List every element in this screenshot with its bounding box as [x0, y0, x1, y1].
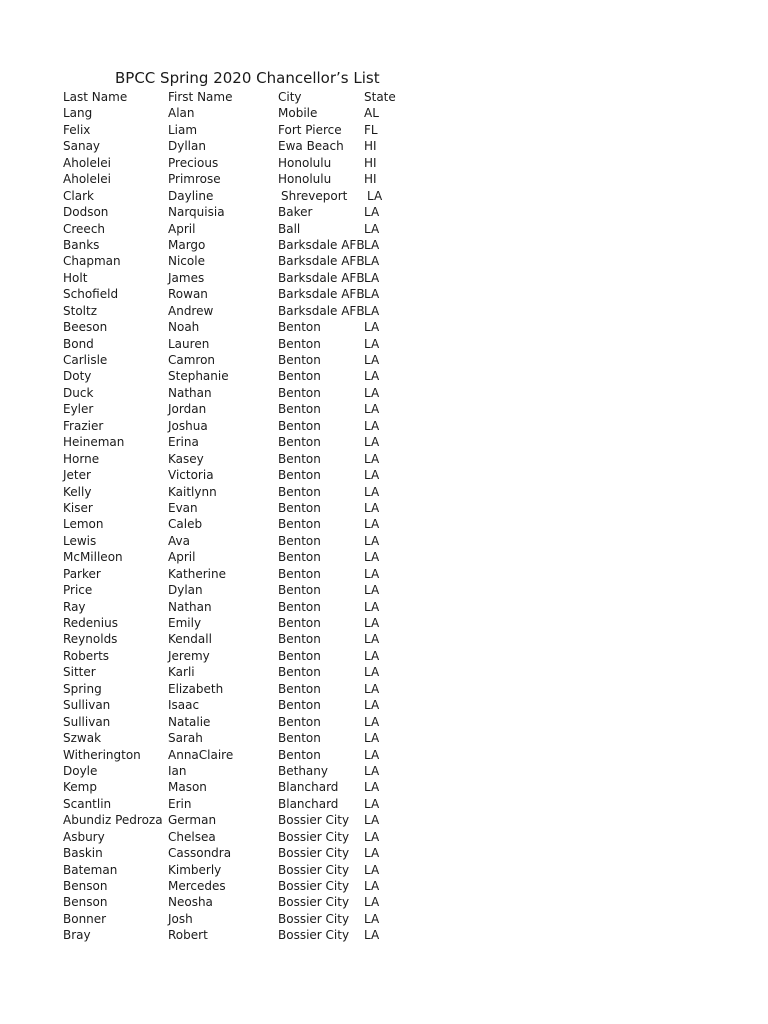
cell-state: LA: [364, 402, 380, 417]
cell-last-name: Doty: [63, 369, 92, 384]
cell-last-name: Schofield: [63, 287, 119, 302]
cell-last-name: Eyler: [63, 402, 94, 417]
cell-state: LA: [364, 353, 380, 367]
cell-last-name: Duck: [63, 385, 94, 400]
cell-first-name: Emily: [168, 616, 202, 630]
table-row: [63, 911, 407, 927]
cell-first-name: Chelsea: [168, 829, 216, 844]
cell-state: LA: [364, 254, 380, 269]
cell-state: LA: [367, 188, 383, 203]
column-header-first-name: First Name: [168, 90, 233, 104]
cell-state: LA: [364, 681, 380, 696]
cell-state: HI: [364, 139, 377, 154]
cell-city: Honolulu: [278, 155, 332, 170]
cell-first-name: Isaac: [168, 698, 200, 713]
cell-last-name: Roberts: [63, 648, 110, 663]
cell-last-name: Frazier: [63, 418, 104, 433]
cell-first-name: Kaitlynn: [168, 484, 217, 499]
cell-state: LA: [364, 731, 380, 746]
table-row: [63, 286, 407, 302]
cell-state: LA: [364, 895, 380, 910]
cell-city: Benton: [278, 369, 321, 384]
table-row: [63, 155, 407, 171]
cell-city: Bethany: [278, 763, 328, 778]
cell-last-name: Beeson: [63, 320, 108, 335]
cell-first-name: Alan: [168, 106, 195, 121]
column-header-state: State: [364, 90, 396, 104]
cell-first-name: Natalie: [168, 714, 211, 729]
column-header-city: City: [278, 90, 302, 104]
cell-state: LA: [364, 435, 380, 450]
cell-state: LA: [364, 911, 380, 926]
cell-first-name: April: [168, 221, 196, 236]
cell-city: Bossier City: [278, 879, 350, 893]
cell-last-name: Aholelei: [63, 172, 111, 187]
cell-city: Bossier City: [278, 829, 350, 844]
cell-first-name: Katherine: [168, 566, 226, 581]
cell-last-name: Bond: [63, 336, 94, 351]
cell-state: LA: [364, 205, 380, 220]
table-row: [63, 319, 407, 335]
cell-last-name: Stoltz: [63, 303, 98, 318]
cell-first-name: Dayline: [168, 188, 214, 203]
cell-last-name: Lewis: [63, 533, 97, 548]
cell-city: Shreveport: [281, 188, 348, 203]
cell-last-name: Aholelei: [63, 155, 111, 170]
cell-last-name: Doyle: [63, 763, 98, 778]
cell-state: LA: [364, 468, 380, 483]
cell-first-name: Stephanie: [168, 369, 229, 384]
cell-state: LA: [364, 747, 380, 762]
cell-last-name: Redenius: [63, 616, 118, 630]
chancellors-list-table: [63, 89, 407, 944]
cell-first-name: Liam: [168, 122, 198, 137]
table-row: [63, 484, 407, 500]
cell-last-name: Creech: [63, 221, 106, 236]
cell-first-name: Joshua: [168, 418, 208, 433]
table-row: [63, 747, 407, 763]
cell-last-name: Sullivan: [63, 698, 111, 713]
cell-first-name: Kasey: [168, 451, 204, 466]
cell-city: Benton: [278, 714, 321, 729]
cell-city: Fort Pierce: [278, 122, 342, 137]
cell-city: Benton: [278, 353, 321, 367]
cell-state: LA: [364, 303, 380, 318]
cell-city: Benton: [278, 665, 321, 680]
column-header-last-name: Last Name: [63, 90, 128, 104]
cell-state: LA: [364, 763, 380, 778]
cell-state: LA: [364, 221, 380, 236]
cell-city: Benton: [278, 731, 321, 746]
cell-state: LA: [364, 632, 380, 647]
cell-first-name: Margo: [168, 237, 206, 252]
table-row: [63, 401, 407, 417]
cell-first-name: Kendall: [168, 632, 212, 647]
cell-state: LA: [364, 336, 380, 351]
cell-city: Benton: [278, 616, 321, 630]
cell-first-name: Nathan: [168, 599, 212, 614]
cell-state: LA: [364, 714, 380, 729]
table-row: [63, 237, 407, 253]
cell-state: LA: [364, 648, 380, 663]
table-row: [63, 681, 407, 697]
cell-state: LA: [364, 533, 380, 548]
cell-city: Barksdale AFB: [278, 303, 365, 318]
cell-first-name: Mercedes: [168, 879, 226, 893]
cell-city: Benton: [278, 435, 321, 450]
cell-state: LA: [364, 583, 380, 598]
table-row: [63, 796, 407, 812]
cell-city: Benton: [278, 698, 321, 713]
cell-first-name: Sarah: [168, 731, 203, 746]
cell-state: LA: [364, 237, 380, 252]
cell-city: Barksdale AFB: [278, 237, 365, 252]
cell-city: Baker: [278, 205, 313, 220]
table-row: [63, 927, 407, 943]
cell-first-name: Ava: [168, 533, 190, 548]
table-row: [63, 582, 407, 598]
cell-first-name: Dyllan: [168, 139, 206, 154]
cell-city: Benton: [278, 599, 321, 614]
cell-last-name: Witherington: [63, 747, 141, 762]
cell-first-name: Evan: [168, 500, 198, 515]
cell-first-name: Cassondra: [168, 846, 232, 861]
table-row: [63, 779, 407, 795]
table-row: [63, 105, 407, 121]
cell-last-name: Scantlin: [63, 796, 112, 811]
cell-city: Benton: [278, 681, 321, 696]
cell-first-name: Noah: [168, 320, 200, 335]
table-body: [63, 105, 407, 943]
cell-city: Benton: [278, 517, 321, 532]
cell-last-name: Sitter: [63, 665, 96, 680]
cell-first-name: Elizabeth: [168, 681, 224, 696]
table-row: [63, 533, 407, 549]
table-row: [63, 878, 407, 894]
cell-city: Benton: [278, 648, 321, 663]
cell-last-name: Reynolds: [63, 632, 118, 647]
cell-last-name: Parker: [63, 566, 101, 581]
cell-city: Benton: [278, 336, 321, 351]
cell-last-name: Ray: [63, 599, 86, 614]
table-row: [63, 188, 407, 204]
cell-last-name: Jeter: [63, 468, 91, 483]
cell-city: Benton: [278, 385, 321, 400]
table-row: [63, 434, 407, 450]
cell-state: LA: [364, 796, 380, 811]
cell-first-name: Karli: [168, 665, 195, 680]
cell-last-name: Sullivan: [63, 714, 111, 729]
cell-first-name: Rowan: [168, 287, 208, 302]
table-row: [63, 829, 407, 845]
cell-city: Benton: [278, 468, 321, 483]
cell-last-name: Asbury: [63, 829, 105, 844]
table-row: [63, 171, 407, 187]
table-row: [63, 270, 407, 286]
cell-first-name: Dylan: [168, 583, 203, 598]
cell-city: Barksdale AFB: [278, 254, 365, 269]
cell-city: Benton: [278, 566, 321, 581]
cell-last-name: Bonner: [63, 911, 107, 926]
cell-first-name: Caleb: [168, 517, 203, 532]
cell-city: Bossier City: [278, 846, 350, 861]
cell-first-name: Camron: [168, 353, 216, 367]
cell-last-name: McMilleon: [63, 550, 123, 565]
cell-state: LA: [364, 418, 380, 433]
cell-city: Benton: [278, 418, 321, 433]
cell-first-name: April: [168, 550, 196, 565]
cell-city: Benton: [278, 550, 321, 565]
page-title: BPCC Spring 2020 Chancellor’s List: [115, 69, 380, 87]
cell-last-name: Chapman: [63, 254, 121, 269]
table-row: [63, 812, 407, 828]
cell-first-name: Robert: [168, 928, 208, 943]
table-row: [63, 221, 407, 237]
cell-first-name: Precious: [168, 155, 219, 170]
cell-last-name: Lemon: [63, 517, 104, 532]
table-row: [63, 368, 407, 384]
cell-city: Blanchard: [278, 796, 339, 811]
cell-first-name: Kimberly: [168, 862, 222, 877]
cell-first-name: Neosha: [168, 895, 213, 910]
cell-state: LA: [364, 698, 380, 713]
cell-state: FL: [364, 122, 378, 137]
cell-first-name: German: [168, 813, 217, 828]
table-row: [63, 599, 407, 615]
table-row: [63, 451, 407, 467]
cell-first-name: Mason: [168, 780, 207, 795]
table-row: [63, 664, 407, 680]
cell-city: Bossier City: [278, 895, 350, 910]
table-row: [63, 697, 407, 713]
cell-last-name: Felix: [63, 122, 91, 137]
table-row: [63, 467, 407, 483]
cell-first-name: Josh: [168, 911, 193, 926]
cell-city: Ball: [278, 221, 301, 236]
cell-state: LA: [364, 500, 380, 515]
cell-state: LA: [364, 270, 380, 285]
cell-first-name: Erin: [168, 796, 192, 811]
cell-state: LA: [364, 665, 380, 680]
cell-first-name: James: [168, 270, 205, 285]
cell-state: HI: [364, 155, 377, 170]
cell-state: LA: [364, 846, 380, 861]
cell-last-name: Bateman: [63, 862, 118, 877]
table-row: [63, 516, 407, 532]
cell-city: Bossier City: [278, 813, 350, 828]
cell-state: LA: [364, 813, 380, 828]
cell-state: LA: [364, 616, 380, 630]
cell-last-name: Szwak: [63, 731, 102, 746]
table-header-row: [63, 89, 407, 105]
cell-first-name: Jordan: [168, 402, 207, 417]
cell-first-name: Jeremy: [168, 648, 210, 663]
cell-last-name: Dodson: [63, 205, 109, 220]
cell-first-name: Nicole: [168, 254, 205, 269]
cell-city: Barksdale AFB: [278, 287, 365, 302]
cell-first-name: Lauren: [168, 336, 210, 351]
cell-city: Benton: [278, 451, 321, 466]
table-row: [63, 204, 407, 220]
cell-state: LA: [364, 879, 380, 893]
cell-state: AL: [364, 106, 379, 121]
cell-first-name: Victoria: [168, 468, 214, 483]
cell-city: Benton: [278, 320, 321, 335]
cell-state: LA: [364, 928, 380, 943]
cell-city: Benton: [278, 500, 321, 515]
cell-state: LA: [364, 287, 380, 302]
cell-city: Mobile: [278, 106, 318, 121]
cell-state: LA: [364, 599, 380, 614]
cell-city: Honolulu: [278, 172, 332, 187]
table-row: [63, 122, 407, 138]
table-row: [63, 566, 407, 582]
table-row: [63, 763, 407, 779]
cell-first-name: Erina: [168, 435, 199, 450]
cell-last-name: Benson: [63, 895, 108, 910]
cell-last-name: Benson: [63, 879, 108, 893]
cell-last-name: Banks: [63, 237, 100, 252]
cell-city: Bossier City: [278, 911, 350, 926]
cell-city: Bossier City: [278, 928, 350, 943]
cell-city: Barksdale AFB: [278, 270, 365, 285]
cell-last-name: Sanay: [63, 139, 101, 154]
cell-city: Benton: [278, 632, 321, 647]
table-row: [63, 549, 407, 565]
cell-last-name: Clark: [63, 188, 94, 203]
table-row: [63, 418, 407, 434]
cell-city: Benton: [278, 583, 321, 598]
cell-last-name: Baskin: [63, 846, 103, 861]
cell-city: Benton: [278, 484, 321, 499]
cell-last-name: Abundiz Pedroza: [63, 813, 163, 828]
table-row: [63, 303, 407, 319]
cell-city: Ewa Beach: [278, 139, 344, 154]
cell-state: LA: [364, 862, 380, 877]
cell-city: Bossier City: [278, 862, 350, 877]
cell-state: LA: [364, 550, 380, 565]
cell-state: LA: [364, 517, 380, 532]
cell-city: Blanchard: [278, 780, 339, 795]
table-row: [63, 648, 407, 664]
cell-state: LA: [364, 369, 380, 384]
table-row: [63, 894, 407, 910]
cell-last-name: Bray: [63, 928, 91, 943]
cell-state: LA: [364, 829, 380, 844]
cell-last-name: Carlisle: [63, 353, 108, 367]
table-row: [63, 845, 407, 861]
table-row: [63, 352, 407, 368]
cell-state: LA: [364, 780, 380, 795]
table-row: [63, 138, 407, 154]
cell-last-name: Spring: [63, 681, 102, 696]
cell-last-name: Horne: [63, 451, 100, 466]
table-row: [63, 385, 407, 401]
cell-state: LA: [364, 385, 380, 400]
cell-state: LA: [364, 484, 380, 499]
cell-state: HI: [364, 172, 377, 187]
cell-last-name: Kiser: [63, 500, 93, 515]
cell-last-name: Lang: [63, 106, 93, 121]
cell-last-name: Holt: [63, 270, 88, 285]
cell-state: LA: [364, 320, 380, 335]
cell-city: Benton: [278, 533, 321, 548]
cell-last-name: Kemp: [63, 780, 97, 795]
table-row: [63, 631, 407, 647]
cell-first-name: Ian: [168, 763, 187, 778]
cell-state: LA: [364, 451, 380, 466]
cell-city: Benton: [278, 747, 321, 762]
table-row: [63, 500, 407, 516]
table-row: [63, 336, 407, 352]
cell-state: LA: [364, 566, 380, 581]
cell-first-name: Primrose: [168, 172, 221, 187]
table-row: [63, 253, 407, 269]
table-row: [63, 615, 407, 631]
cell-last-name: Kelly: [63, 484, 92, 499]
table-row: [63, 730, 407, 746]
cell-city: Benton: [278, 402, 321, 417]
cell-first-name: AnnaClaire: [168, 747, 234, 762]
table-row: [63, 862, 407, 878]
cell-first-name: Nathan: [168, 385, 212, 400]
cell-first-name: Andrew: [168, 303, 214, 318]
cell-last-name: Price: [63, 583, 93, 598]
table-row: [63, 714, 407, 730]
cell-last-name: Heineman: [63, 435, 125, 450]
cell-first-name: Narquisia: [168, 205, 225, 220]
